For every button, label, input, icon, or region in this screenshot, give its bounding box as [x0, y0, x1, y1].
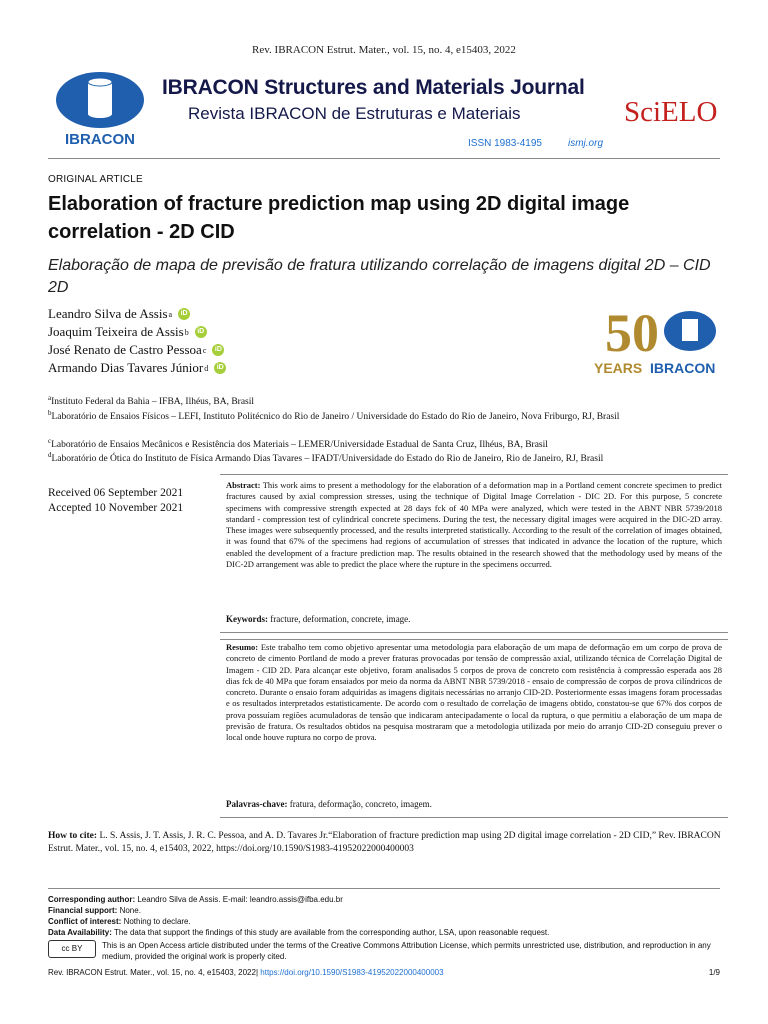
footer-ref-text: Rev. IBRACON Estrut. Mater., vol. 15, no. 4, e15403, 2022|	[48, 968, 259, 977]
footer-journal-ref	[48, 968, 444, 977]
author-sup: b	[184, 327, 189, 337]
years-logo-years: YEARS	[594, 360, 643, 376]
ibracon-logo	[52, 70, 148, 148]
orcid-icon[interactable]: iD	[178, 308, 190, 320]
affiliation-text: Laboratório de Ensaios Mecânicos e Resistência dos Materiais – LEMER/Universidade Estadual de Santa Cruz, Ilhéus, BA, Brasil	[51, 440, 548, 451]
affiliation-sup: a	[48, 394, 52, 402]
abstract-bottom-rule	[220, 632, 728, 633]
affiliation-d	[48, 449, 728, 466]
keywords-label: Keywords:	[226, 614, 268, 624]
affiliation-text: Laboratório de Ótica do Instituto de Física Armando Dias Tavares – IFADT/Universidade do Estado do Rio de Janeiro, Rio de Janeiro, RJ, Brasil	[51, 454, 604, 465]
license-row	[48, 940, 728, 962]
affiliation-text: Instituto Federal da Bahia – IFBA, Ilhéus, BA, Brasil	[51, 397, 255, 408]
author-4	[48, 360, 226, 376]
abstract-top-rule	[220, 474, 728, 475]
author-3	[48, 342, 224, 358]
article-type: ORIGINAL ARTICLE	[48, 174, 143, 185]
author-name: Joaquim Teixeira de Assis	[48, 324, 184, 339]
ibracon-logo-text: IBRACON	[65, 131, 135, 148]
page-number: 1/9	[708, 968, 720, 977]
citation-text: L. S. Assis, J. T. Assis, J. R. C. Pessoa, and A. D. Tavares Jr.“Elaboration of fracture prediction map using 2D digital image correlation - 2D CID,” Rev. IBRACON Estrut. Mater., vol. 15, no. 4, e15403, 2022, https://doi.org/10.1590/S1983-41952022000400003	[48, 831, 721, 854]
affiliation-sup: d	[48, 451, 52, 459]
orcid-icon[interactable]: iD	[195, 326, 207, 338]
header-divider	[48, 158, 720, 159]
affiliation-b	[48, 407, 728, 424]
license-text: This is an Open Access article distributed under the terms of the Creative Commons Attribution License, which permits unrestricted use, distribution, and reproduction in any medium, provided the original work is properly cited.	[102, 941, 711, 961]
author-name: Leandro Silva de Assis	[48, 306, 168, 321]
resumo	[220, 642, 728, 744]
data-label: Data Availability:	[48, 928, 112, 937]
corresponding-author	[48, 894, 728, 905]
years-logo-ibracon: IBRACON	[650, 360, 716, 376]
orcid-icon[interactable]: iD	[214, 362, 226, 374]
received-date: Received 06 September 2021	[48, 487, 184, 499]
accepted-date: Accepted 10 November 2021	[48, 502, 184, 514]
data-availability	[48, 927, 728, 938]
keywords-text: fracture, deformation, concrete, image.	[270, 614, 411, 624]
author-1	[48, 306, 190, 322]
article-title-portuguese: Elaboração de mapa de previsão de fratura utilizando correlação de imagens digital 2D – CID 2D	[48, 257, 711, 296]
issn: ISSN 1983-4195	[468, 138, 542, 149]
fifty-years-ibracon-logo	[592, 305, 732, 377]
resumo-label: Resumo:	[226, 642, 259, 652]
years-logo-number: 50	[605, 305, 659, 363]
abstract-text: This work aims to present a methodology for the elaboration of a deformation map in a Portland cement concrete specimen to predict fractures caused by axial compression stresses, using the technique of Digital Image Correlation - DIC 2D. For this purpose, 5 concrete specimens with compressive strength expected at 28 days fck of 40 MPa were analyzed, which were tested in the ABNT NBR 5739/2018 standard - compression test of cylindrical concrete specimens. During the test, the necessary digital images were acquired in the DIC-2D array. These images were subsequently processed, and the results interpreted statistically. According to the result of the correlation of images obtained, it was found that 67% of the specimens had regions of accumulation of stresses that indicated in advance the location of the rupture, which enabled the development of a fracture prediction map. The results obtained in the research showed that the methodology used by means of the DIC-2D arrangement was able to predict the place where the rupture in the specimens occurred.	[226, 480, 722, 570]
citation-label: How to cite:	[48, 831, 98, 841]
journal-subtitle: Revista IBRACON de Estruturas e Materiais	[188, 104, 521, 123]
article-title: Elaboration of fracture prediction map using 2D digital image correlation - 2D CID	[48, 193, 630, 243]
orcid-icon[interactable]: iD	[212, 344, 224, 356]
doi-link[interactable]: https://doi.org/10.1590/S1983-41952022000400003	[260, 968, 444, 977]
conflict-text: Nothing to declare.	[123, 917, 191, 926]
keywords	[226, 614, 726, 624]
cc-by-icon[interactable]: cc BY	[48, 940, 96, 958]
abstract-label: Abstract:	[226, 480, 261, 490]
author-2	[48, 324, 207, 340]
financial-label: Financial support:	[48, 906, 118, 915]
footer-info	[48, 894, 728, 938]
author-name: Armando Dias Tavares Júnior	[48, 360, 204, 375]
palavras-label: Palavras-chave:	[226, 799, 288, 809]
author-sup: c	[202, 345, 207, 355]
author-sup: a	[168, 309, 173, 319]
running-head: Rev. IBRACON Estrut. Mater., vol. 15, no. 4, e15403, 2022	[252, 44, 516, 56]
journal-site-link[interactable]: ismj.org	[568, 138, 604, 149]
footer-rule	[48, 888, 720, 889]
affiliation-sup: c	[48, 437, 52, 445]
affiliation-sup: b	[48, 409, 52, 417]
author-sup: d	[204, 363, 209, 373]
financial-support	[48, 905, 728, 916]
financial-text: None.	[119, 906, 141, 915]
palavras-chave	[226, 799, 726, 809]
corresponding-text: Leandro Silva de Assis. E-mail: leandro.assis@ifba.edu.br	[137, 895, 343, 904]
article-dates	[48, 486, 183, 516]
page-footer	[48, 968, 720, 977]
author-name: José Renato de Castro Pessoa	[48, 342, 202, 357]
resumo-bottom-rule	[220, 817, 728, 818]
abstract	[220, 478, 728, 570]
how-to-cite	[48, 830, 728, 856]
resumo-text: Este trabalho tem como objetivo apresentar uma metodologia para elaboração de um mapa de deformação em um corpo de prova de concreto de cimento Portland de modo a prever fraturas provocadas por tensão de compressão axial, utilizando técnica de Correlação Digital de Imagem - CID 2D. Para alcançar este objetivo, foram analisados 5 corpos de prova de concreto com resistência à compressão esperada aos 28 dias fck de 40 MPa que foram ensaiados por meio da norma da ABNT NBR 5739/2018 - ensaio de compressão de corpos de prova cilíndricos de concreto. Durante o ensaio foram adquiridas as imagens digitais necessárias no arranjo CID-2D. Posteriormente essas imagens foram processadas e os resultados interpretados estatisticamente. De acordo com o resultado de correlação de imagens obtido, constatou-se que 67% dos corpos de prova possuíam regiões acumuladoras de tensão que indicaram antecipadamente o local da ruptura, o que permitiu a elaboração de um mapa de previsão de fratura. Os resultados obtidos na pesquisa mostraram que a metodologia utilizada por meio do arranjo CID-2D conseguiu prever o local onde houve ruptura no corpo de prova.	[226, 642, 722, 743]
corresponding-label: Corresponding author:	[48, 895, 136, 904]
journal-title: IBRACON Structures and Materials Journal	[162, 76, 585, 99]
data-text: The data that support the findings of this study are available from the corresponding author, LSA, upon reasonable request.	[113, 928, 550, 937]
affiliation-text: Laboratório de Ensaios Físicos – LEFI, Instituto Politécnico do Rio de Janeiro / Universidade do Estado do Rio de Janeiro, Nova Friburgo, RJ, Brasil	[51, 412, 620, 423]
resumo-top-rule	[220, 639, 728, 640]
palavras-text: fratura, deformação, concreto, imagem.	[289, 799, 432, 809]
scielo-logo: SciELO	[624, 96, 718, 128]
conflict-label: Conflict of interest:	[48, 917, 122, 926]
conflict-of-interest	[48, 916, 728, 927]
